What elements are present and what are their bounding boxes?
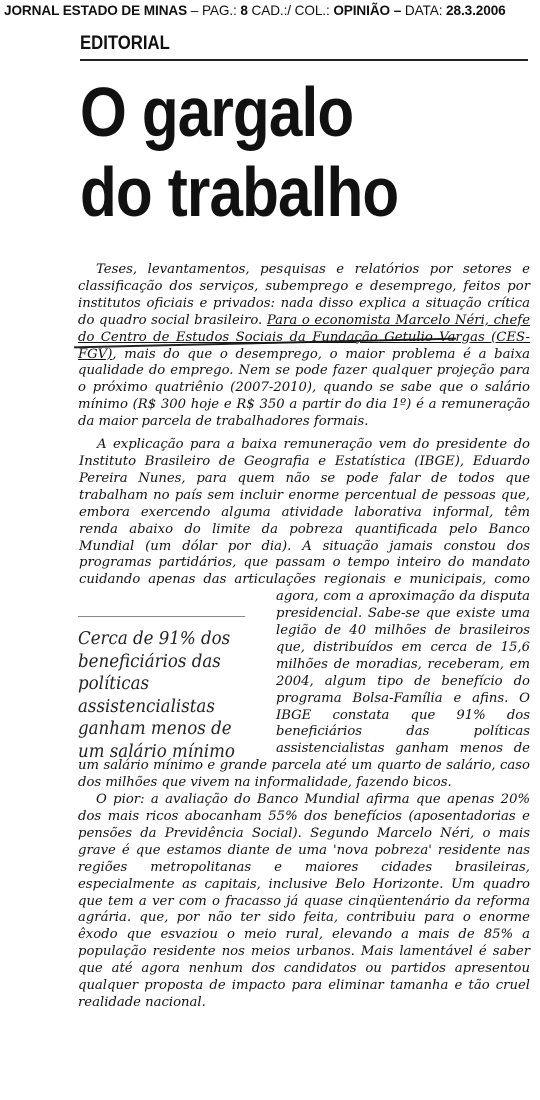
page-label: PAG.: [201, 3, 237, 18]
paragraph-1-text: Teses, levantamentos, pesquisas e relatórios por setores e classificação dos serviços, subemprego e desemprego, feitos por institutos oficiais e privados: nada disso explica a situação crítica do quadro social brasileiro. [78, 262, 530, 328]
section-rule [80, 59, 528, 61]
pullquote-text: Cerca de 91% dos beneficiários das políticas assistencialistas ganham menos de um salário mínimo [78, 629, 235, 762]
headline-line-1: O gargalo [80, 73, 354, 151]
headline-line-2: do trabalho [80, 153, 399, 231]
paragraph-3: O pior: a avaliação do Banco Mundial afirma que apenas 20% dos mais ricos abocanham 55% dos benefícios (aposentadorias e pensões da Previdência Social). Segundo Marcelo Néri, o mais grave é que estamos diante de uma 'nova pobreza' residente nas regiões metropolitanas e maiores cidades brasileiras, especialmente as capitais, inclusive Belo Horizonte. Um quadro que tem a ver com o fracasso já quase cinqüentenário da reforma agrária. que, por não ter sido feita, contribuiu para o enorme êxodo que esvaziou o meio rural, elevando a mais de 85% a população residente nos meios urbanos. Mais lamentável é saber que até agora nenhum dos candidatos ou partidos apresentou qualquer proposta de impacto para eliminar tamanha e tão cruel realidade nacional. [78, 792, 530, 1010]
header-separator: – [187, 3, 202, 18]
paragraph-2: A explicação para a baixa remuneração vem do presidente do Instituto Brasileiro de Geografia e Estatística (IBGE), Eduardo Pereira Nunes, para quem não se pode falar de todos que trabalham no país sem incluir enorme percentual de pessoas que, embora exercendo alguma atividade laborativa informal, têm renda abaixo do limite da pobreza quantificada pelo Banco Mundial (um dólar por dia). A situação jamais constou dos programas partidários, que passam o tempo inteiro do mandato cuidando apenas das articulações regionais e municipais, como agora, com a aproximação da disputa presidencial. Sabe-se que existe uma legião de 40 milhões de brasileiros que, distribuídos em cerca de 15,6 milhões de moradias, receberam, em 2004, algum tipo de benefício do programa Bolsa-Família e afins. O IBGE constata que 91% dos beneficiários das políticas assistencialistas ganham menos de um salário mínimo e grande parcela até um quarto de salário, caso dos milhões que vivem na informalidade, fazendo bicos. [78, 437, 530, 791]
paragraph-1 [78, 262, 530, 431]
page-number: 8 [236, 3, 248, 18]
section-label: EDITORIAL [80, 33, 170, 54]
paragraph-1-underlined: Para o economista Marcelo Néri, chefe do Centro de Estudos Sociais da Fundação Getulio Vargas (CES-FGV) [78, 312, 530, 362]
pullquote [78, 628, 259, 763]
section-name: OPINIÃO [329, 3, 391, 18]
paragraph-1-text-end: , mais do que o desemprego, o maior problema é a baixa qualidade do emprego. Nem se pode fazer qualquer projeção para o próximo quatriênio (2007-2010), quando se sabe que o salário mínimo (R$ 300 hoje e R$ 350 a partir do dia 1º) é a remuneração da maior parcela de trabalhadores formais. [78, 346, 530, 430]
date-value: 28.3.2006 [442, 3, 506, 18]
pullquote-box [78, 606, 268, 762]
header-separator: – [390, 3, 405, 18]
date-label: DATA: [404, 3, 443, 18]
article-body [78, 262, 530, 1012]
publication-name: JORNAL ESTADO DE MINAS [4, 3, 188, 18]
clipping-header [4, 3, 536, 18]
headline [80, 72, 398, 232]
pullquote-rule [78, 616, 245, 617]
column-label: CAD.:/ COL.: [247, 3, 330, 18]
